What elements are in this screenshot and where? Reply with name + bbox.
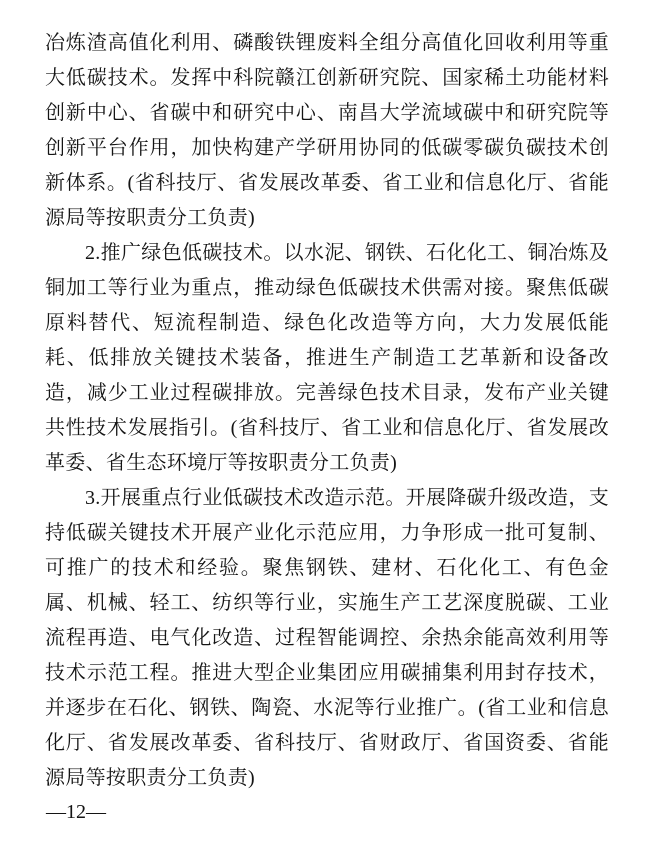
paragraph-item-2: 2.推广绿色低碳技术。以水泥、钢铁、石化化工、铜冶炼及铜加工等行业为重点，推动绿色低碳技术供需对接。聚焦低碳原料替代、短流程制造、绿色化改造等方向，大力发展低能耗、低排放关键技术装备，推进生产制造工艺革新和设备改造，减少工业过程碳排放。完善绿色技术目录，发布产业关键共性技术发展指引。(省科技厅、省工业和信息化厅、省发展改革委、省生态环境厅等按职责分工负责) bbox=[45, 242, 609, 474]
paragraph-item-3: 3.开展重点行业低碳技术改造示范。开展降碳升级改造，支持低碳关键技术开展产业化示范应用，力争形成一批可复制、可推广的技术和经验。聚焦钢铁、建材、石化化工、有色金属、机械、轻工、纺织等行业，实施生产工艺深度脱碳、工业流程再造、电气化改造、过程智能调控、余热余能高效利用等技术示范工程。推进大型企业集团应用碳捕集利用封存技术，并逐步在石化、钢铁、陶瓷、水泥等行业推广。(省工业和信息化厅、省发展改革委、省科技厅、省财政厅、省国资委、省能源局等按职责分工负责) bbox=[45, 487, 609, 789]
page-number: —12— bbox=[46, 801, 106, 823]
document-body bbox=[45, 26, 609, 796]
paragraph-continuation: 冶炼渣高值化利用、磷酸铁锂废料全组分高值化回收利用等重大低碳技术。发挥中科院赣江创新研究院、国家稀土功能材料创新中心、省碳中和研究中心、南昌大学流域碳中和研究院等创新平台作用，加快构建产学研用协同的低碳零碳负碳技术创新体系。(省科技厅、省发展改革委、省工业和信息化厅、省能源局等按职责分工负责) bbox=[45, 32, 609, 229]
